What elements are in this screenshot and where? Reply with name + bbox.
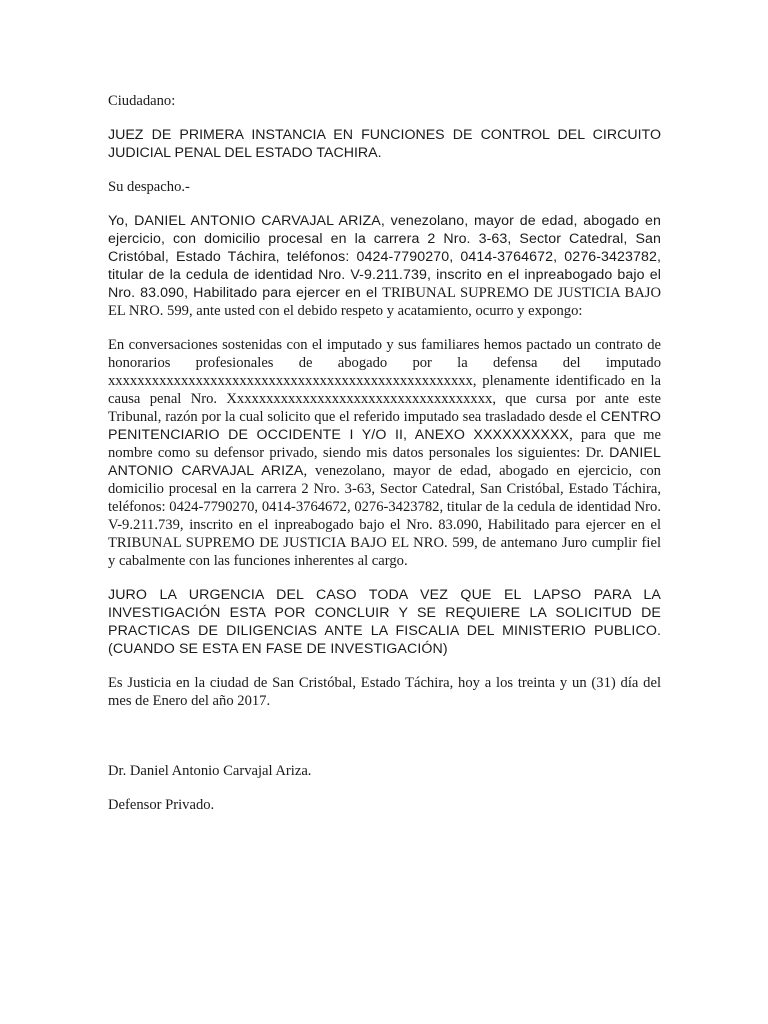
- request-text-1: En conversaciones sostenidas con el imputado y sus familiares hemos pactado un contrato de honorarios profesionales de abogado por la defensa del imputado xxxxxxxxxxxxxxxxxxxxxxxxxxxxxxxxxxxxxxxxxxxxxxxxxx, plenamente identificado en la causa penal Nro. Xxxxxxxxxxxxxxxxxxxxxxxxxxxxxxxxxxxx, que cursa por ante este Tribunal, razón por la cual solicito que el referido imputado sea trasladado desde el: [108, 337, 661, 425]
- addressee: JUEZ DE PRIMERA INSTANCIA EN FUNCIONES DE CONTROL DEL CIRCUITO JUDICIAL PENAL DEL ESTADO TACHIRA.: [108, 127, 661, 161]
- intro-tribunal: TRIBUNAL SUPREMO DE JUSTICIA BAJO EL NRO. 599: [108, 285, 661, 319]
- signature-gap: [108, 726, 661, 762]
- office-line: Su despacho.-: [108, 179, 190, 195]
- introduction-paragraph: [108, 212, 661, 320]
- intro-text-2: , ante usted con el debido respeto y acatamiento, ocurro y expongo:: [188, 303, 583, 319]
- request-name: DANIEL ANTONIO CARVAJAL ARIZA: [108, 445, 661, 479]
- signature-title: Defensor Privado.: [108, 797, 215, 813]
- letter-page: [108, 92, 661, 830]
- request-paragraph: [108, 336, 661, 570]
- request-center: CENTRO PENITENCIARIO DE OCCIDENTE I Y/O II, ANEXO XXXXXXXXXX: [108, 409, 661, 443]
- request-text-4: , de antemano Juro cumplir fiel y cabalmente con las funciones inherentes al cargo.: [108, 535, 661, 569]
- request-text-3: , venezolano, mayor de edad, abogado en ejercicio, con domicilio procesal en la carrera 2 Nro. 3-63, Sector Catedral, San Cristóbal, Estado Táchira, teléfonos: 0424-7790270, 0414-3764672, 0276-3423782, titular de la cedula de identidad Nro. V-9.211.739, inscrito en el inpreabogado bajo el Nro. 83.090, Habilitado para ejercer en el: [108, 463, 661, 533]
- urgency-paragraph: JURO LA URGENCIA DEL CASO TODA VEZ QUE EL LAPSO PARA LA INVESTIGACIÓN ESTA POR CONCLUIR Y SE REQUIERE LA SOLICITUD DE PRACTICAS DE DILIGENCIAS ANTE LA FISCALIA DEL MINISTERIO PUBLICO. (CUANDO SE ESTA EN FASE DE INVESTIGACIÓN): [108, 587, 661, 657]
- signature-name: Dr. Daniel Antonio Carvajal Ariza.: [108, 763, 312, 779]
- request-tribunal: TRIBUNAL SUPREMO DE JUSTICIA BAJO EL NRO. 599: [108, 535, 475, 551]
- salutation: Ciudadano:: [108, 93, 176, 109]
- request-text-2: , para que me nombre como su defensor privado, siendo mis datos personales los siguientes: Dr.: [108, 427, 662, 461]
- intro-text-1: Yo, DANIEL ANTONIO CARVAJAL ARIZA, venezolano, mayor de edad, abogado en ejercicio, con domicilio procesal en la carrera 2 Nro. 3-63, Sector Catedral, San Cristóbal, Estado Táchira, teléfonos: 0424-7790270, 0414-3764672, 0276-3423782, titular de la cedula de identidad Nro. V-9.211.739, inscrito en el inpreabogado bajo el Nro. 83.090, Habilitado para ejercer en el: [108, 213, 661, 301]
- closing-paragraph: Es Justicia en la ciudad de San Cristóbal, Estado Táchira, hoy a los treinta y un (31) día del mes de Enero del año 2017.: [108, 675, 661, 709]
